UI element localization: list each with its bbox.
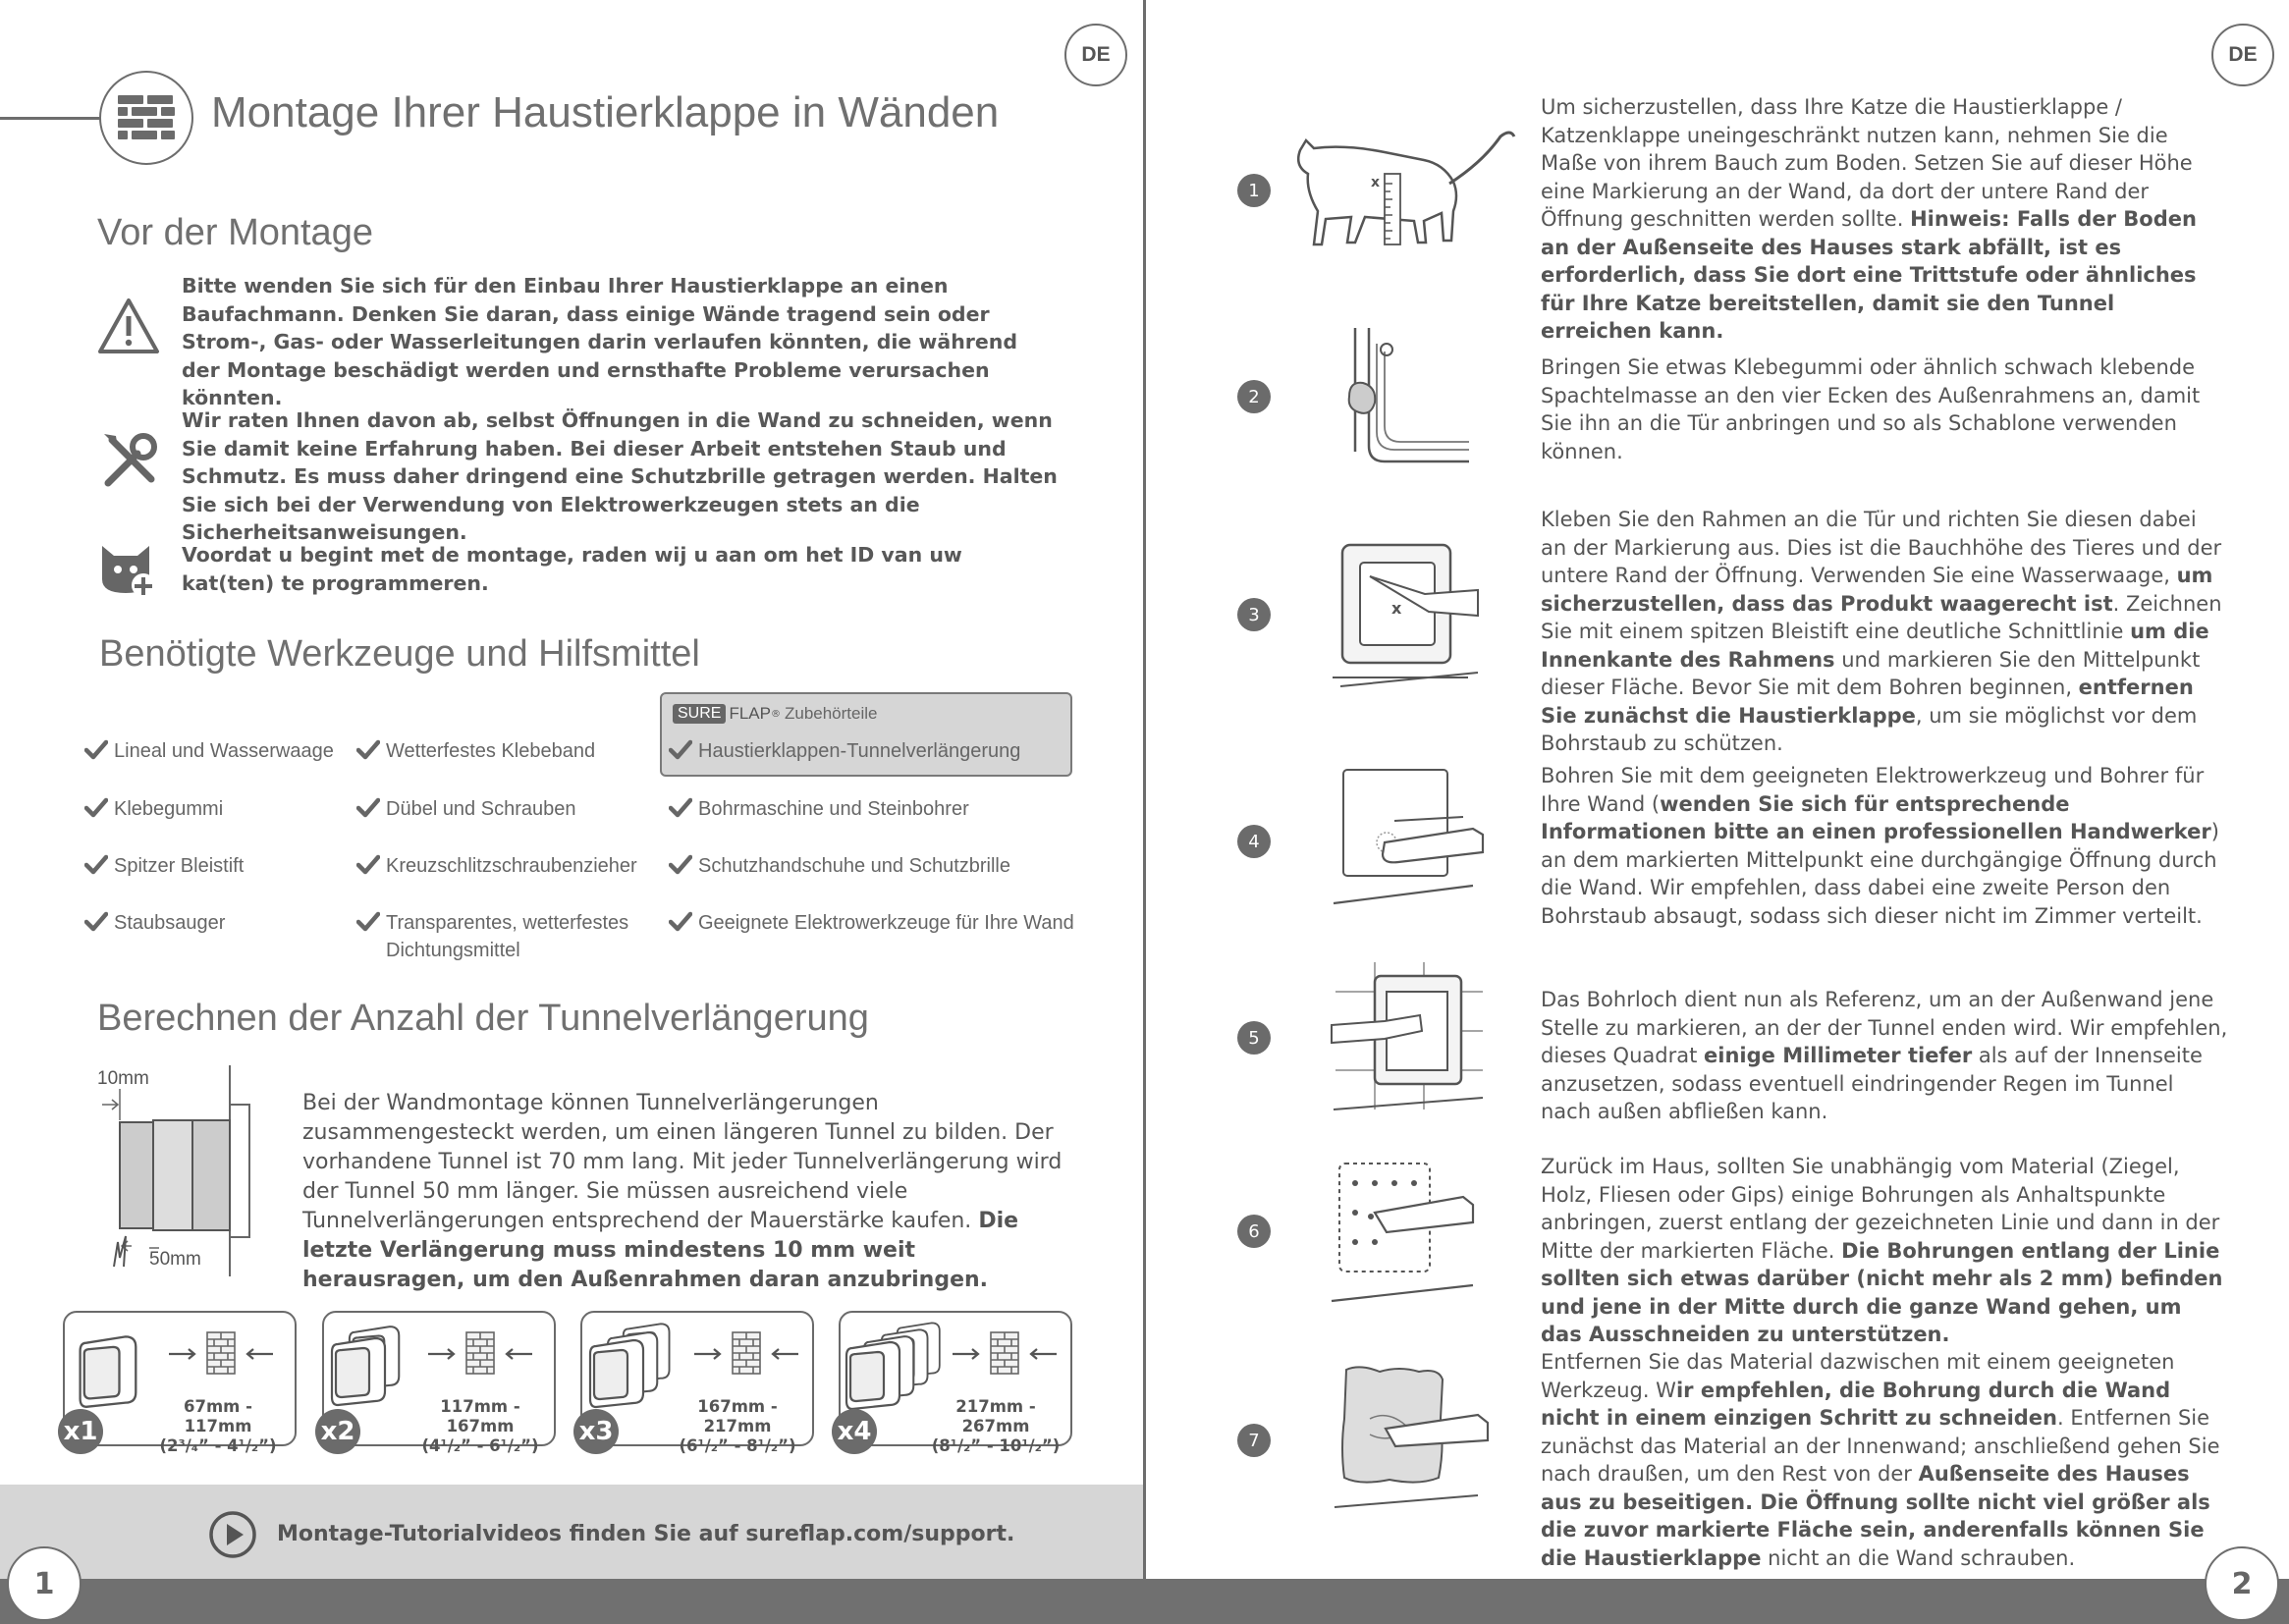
step-text bbox=[1541, 1348, 2228, 1572]
page-number-left: 1 bbox=[7, 1546, 82, 1621]
svg-text:x: x bbox=[1371, 175, 1381, 190]
tool-item: Klebegummi bbox=[84, 795, 345, 823]
step-number: 2 bbox=[1237, 380, 1271, 413]
step-number: 4 bbox=[1237, 825, 1271, 858]
tunnel-icon bbox=[330, 1330, 389, 1409]
step-text-bold: um die Innenkante des Rahmens bbox=[1541, 620, 2209, 672]
title-rule bbox=[0, 117, 100, 120]
program-id-paragraph: Voordat u begint met de montage, raden wij u aan om het ID van uw kat(ten) te programmeren. bbox=[182, 543, 962, 595]
tutorial-link[interactable]: Montage-Tutorialvideos finden Sie auf sureflap.com/support. bbox=[277, 1522, 1015, 1546]
dimension-10mm: 10mm bbox=[97, 1068, 149, 1089]
section-heading-tools: Benötigte Werkzeuge und Hilfsmittel bbox=[99, 633, 700, 675]
step-text-run: , um sie möglichst vor dem Bohrstaub zu schützen. bbox=[1541, 703, 2198, 755]
step-text-bold: entfernen Sie zunächst die Haustierklappe bbox=[1541, 676, 2194, 728]
step-text-run: nicht an die Wand schrauben. bbox=[1761, 1545, 2076, 1570]
step-text-run: Kleben Sie den Rahmen an die Tür und richten Sie diesen dabei an der Markierung aus. Dies ist die Bauchhöhe des Tieres und der untere Rand der Öffnung. Verwenden Sie eine Wasserwaage, bbox=[1541, 508, 2222, 587]
step-text-bold: um sicherzustellen, dass das Produkt waagerecht ist bbox=[1541, 564, 2213, 616]
step-text-run: Entfernen Sie das Material dazwischen mit einem geeigneten Werkzeug. W bbox=[1541, 1350, 2175, 1402]
step1-cat-measure-illustration bbox=[1286, 123, 1522, 255]
step-text-run: als auf der Innenseite anzusetzen, sodass eventuell eindringender Regen im Tunnel nach außen abfließen kann. bbox=[1541, 1044, 2203, 1123]
step6-pilot-holes-illustration bbox=[1326, 1154, 1493, 1311]
step-text bbox=[1541, 986, 2228, 1126]
step-text-bold: ir empfehlen, die Bohrung durch die Wand nicht in einem einzigen Schritt zu schneiden bbox=[1541, 1378, 2171, 1430]
tool-item: Spitzer Bleistift bbox=[84, 852, 345, 880]
tunnel-icon bbox=[77, 1328, 141, 1411]
tunnel-diagram bbox=[94, 1065, 261, 1276]
step-text-bold: Die Bohrungen entlang der Linie sollten sich etwas darüber (nicht mehr als 2 mm) befinden und jene in der Mitte durch die ganze Wand gehen, um das Ausschneiden zu unterstützen. bbox=[1541, 1238, 2223, 1346]
tool-item-accessory: Haustierklappen-Tunnelverlängerung bbox=[669, 737, 1066, 765]
step-text bbox=[1541, 762, 2228, 930]
step-text-run: Bringen Sie etwas Klebegummi oder ähnlich schwach klebende Spachtelmasse an den vier Ecken des Außenrahmens an, damit Sie ihn an die Tür anbringen und so als Schablone verwenden können. bbox=[1541, 355, 2201, 463]
arrows-to-wall-icon bbox=[692, 1328, 800, 1378]
step-number: 1 bbox=[1237, 174, 1271, 207]
tool-item: Transparentes, wetterfestes Dichtungsmittel bbox=[356, 909, 661, 964]
bottom-bar bbox=[0, 1579, 2289, 1624]
arrows-to-wall-icon bbox=[426, 1328, 534, 1378]
page-divider bbox=[1143, 0, 1146, 1579]
sureflap-logo bbox=[673, 704, 878, 724]
step-text-run: . Entfernen Sie zunächst das Material an der Innenwand; anschließend gehen Sie nach draußen, um den Rest von der bbox=[1541, 1406, 2220, 1486]
page-title: Montage Ihrer Haustierklappe in Wänden bbox=[211, 88, 1000, 136]
language-badge-left: DE bbox=[1064, 24, 1127, 86]
tool-item: Kreuzschlitzschraubenzieher bbox=[356, 852, 661, 880]
step-number: 6 bbox=[1237, 1215, 1271, 1248]
calc-text: Bei der Wandmontage können Tunnelverlängerungen zusammengesteckt werden, um einen längeren Tunnel zu bilden. Der vorhandene Tunnel ist 70 mm lang. Mit jeder Tunnelverlängerung wird der Tunnel 50 mm länger. Sie müssen ausreichend viele Tunnelverlängerungen entsprechend der Mauerstärke kaufen. bbox=[302, 1091, 1063, 1233]
dimension-50mm: 50mm bbox=[149, 1249, 201, 1270]
cat-id-icon bbox=[98, 540, 163, 605]
step-text-run: Um sicherzustellen, dass Ihre Katze die Haustierklappe / Katzenklappe uneingeschränkt nutzen kann, nehmen Sie die Maße von ihrem Bauch zum Boden. Setzen Sie auf dieser Höhe eine Markierung an der Wand, da dort der untere Rand der Öffnung geschnitten werden sollte. bbox=[1541, 95, 2193, 231]
language-badge-right: DE bbox=[2211, 24, 2274, 86]
svg-text:x: x bbox=[1391, 599, 1402, 618]
logo-registered: ® bbox=[770, 708, 781, 720]
tool-item: Wetterfestes Klebeband bbox=[356, 737, 661, 765]
step-number: 3 bbox=[1237, 598, 1271, 631]
tunnel-icon bbox=[845, 1334, 903, 1413]
extension-range: 117mm - 167mm (4¹/₂” - 6¹/₂”) bbox=[421, 1397, 539, 1455]
extension-count-badge: x2 bbox=[315, 1409, 360, 1454]
step-text-run: Das Bohrloch dient nun als Referenz, um an der Außenwand jene Stelle zu markieren, an der der Tunnel enden wird. Wir empfehlen, dieses Quadrat bbox=[1541, 988, 2228, 1067]
step-text bbox=[1541, 353, 2228, 465]
logo-flap: FLAP bbox=[729, 704, 771, 723]
section-heading-before: Vor der Montage bbox=[97, 212, 373, 253]
brick-wall-icon bbox=[99, 71, 193, 165]
arrows-to-wall-icon bbox=[951, 1328, 1059, 1378]
step7-cut-out-illustration bbox=[1331, 1360, 1498, 1517]
tunnel-icon bbox=[588, 1332, 647, 1411]
step-number: 5 bbox=[1237, 1021, 1271, 1055]
page-number-right: 2 bbox=[2205, 1546, 2279, 1621]
step-text bbox=[1541, 93, 2228, 346]
tool-item: Schutzhandschuhe und Schutzbrille bbox=[669, 852, 1091, 880]
warning-paragraph: Bitte wenden Sie sich für den Einbau Ihrer Haustierklappe an einen Baufachmann. Denken Sie daran, dass einige Wände tragend sein oder Strom-, Gas- oder Wasserleitungen darin verlaufen könnten, die während der Montage beschädigt werden und ernsthafte Probleme verursachen könnten. bbox=[182, 274, 1018, 409]
step-text-bold: Hinweis: Falls der Boden an der Außenseite des Hauses stark abfällt, ist es erforderlich, dass Sie dort eine Trittstufe oder ähnliches für Ihre Katze bereitstellen, damit sie den Tunnel erreichen kann. bbox=[1541, 207, 2197, 343]
tool-item: Geeignete Elektrowerkzeuge für Ihre Wand bbox=[669, 909, 1091, 937]
step-text-bold: wenden Sie sich für entsprechende Informationen bitte an einen professionellen Handwerker bbox=[1541, 791, 2211, 843]
logo-sure: SURE bbox=[673, 704, 726, 724]
step-text-run: . Zeichnen Sie mit einem spitzen Bleistift eine deutliche Schnittlinie bbox=[1541, 591, 2222, 643]
tool-item: Staubsauger bbox=[84, 909, 345, 937]
warning-icon bbox=[96, 297, 161, 359]
tool-item: Bohrmaschine und Steinbohrer bbox=[669, 795, 1091, 823]
extension-range: 167mm - 217mm (6¹/₂” - 8¹/₂”) bbox=[679, 1397, 796, 1455]
step-text-run: Bohren Sie mit dem geeigneten Elektrowerkzeug und Bohrer für Ihre Wand ( bbox=[1541, 764, 2205, 816]
tool-item: Lineal und Wasserwaage bbox=[84, 737, 345, 765]
step-text bbox=[1541, 1153, 2228, 1349]
step-text-bold: Außenseite des Hauses aus zu beseitigen. Die Öffnung sollte nicht viel größer als die zuvor markierte Fläche sein, anderenfalls können Sie die Haustierklappe bbox=[1541, 1462, 2210, 1570]
step-text-run: Zurück im Haus, sollten Sie unabhängig vom Material (Ziegel, Holz, Fliesen oder Gips) einige Bohrungen als Anhaltspunkte anbringen, zuerst entlang der gezeichneten Linie und dann in der Mitte der markierten Fläche. bbox=[1541, 1155, 2220, 1263]
extension-count-badge: x4 bbox=[832, 1409, 877, 1454]
calc-paragraph bbox=[302, 1089, 1063, 1295]
step3-mark-frame-illustration bbox=[1331, 525, 1488, 697]
step-text-run: ) an dem markierten Mittelpunkt eine durchgängige Öffnung durch die Wand. Wir empfehlen, dass dabei eine zweite Person den Bohrstaub absaugt, sodass sich dieser nicht im Zimmer verteilt. bbox=[1541, 820, 2219, 928]
arrows-to-wall-icon bbox=[167, 1328, 275, 1378]
step-text-bold: einige Millimeter tiefer bbox=[1704, 1044, 1973, 1067]
extension-range: 217mm - 267mm (8¹/₂” - 10¹/₂”) bbox=[931, 1397, 1061, 1455]
accessory-label: Zubehörteile bbox=[784, 704, 878, 723]
play-icon[interactable] bbox=[208, 1510, 257, 1563]
step2-putty-corner-illustration bbox=[1335, 324, 1473, 471]
tool-item: Dübel und Schrauben bbox=[356, 795, 661, 823]
step4-drill-illustration bbox=[1326, 766, 1502, 918]
diy-paragraph: Wir raten Ihnen davon ab, selbst Öffnungen in die Wand zu schneiden, wenn Sie damit keine Erfahrung haben. Bei dieser Arbeit entstehen Staub und Schmutz. Es muss daher dringend eine Schutzbrille getragen werden. Halten Sie sich bei der Verwendung von Elektrowerkzeugen stets an die Sicherheitsanweisungen. bbox=[182, 408, 1058, 544]
calc-text-bold: Die letzte Verlängerung muss mindestens 10 mm weit herausragen, um den Außenrahmen daran anzubringen. bbox=[302, 1209, 1019, 1292]
step-number: 7 bbox=[1237, 1424, 1271, 1457]
step-text-run: und markieren Sie den Mittelpunkt dieser Fläche. Bevor Sie mit dem Bohren beginnen, bbox=[1541, 647, 2201, 699]
step-text bbox=[1541, 506, 2228, 758]
extension-count-badge: x1 bbox=[58, 1409, 103, 1454]
section-heading-calc: Berechnen der Anzahl der Tunnelverlängerung bbox=[97, 998, 869, 1039]
extension-range: 67mm - 117mm (2³/₄” - 4¹/₂”) bbox=[159, 1397, 277, 1455]
tools-icon bbox=[98, 430, 161, 497]
extension-count-badge: x3 bbox=[573, 1409, 619, 1454]
step5-outside-mark-illustration bbox=[1326, 962, 1493, 1119]
